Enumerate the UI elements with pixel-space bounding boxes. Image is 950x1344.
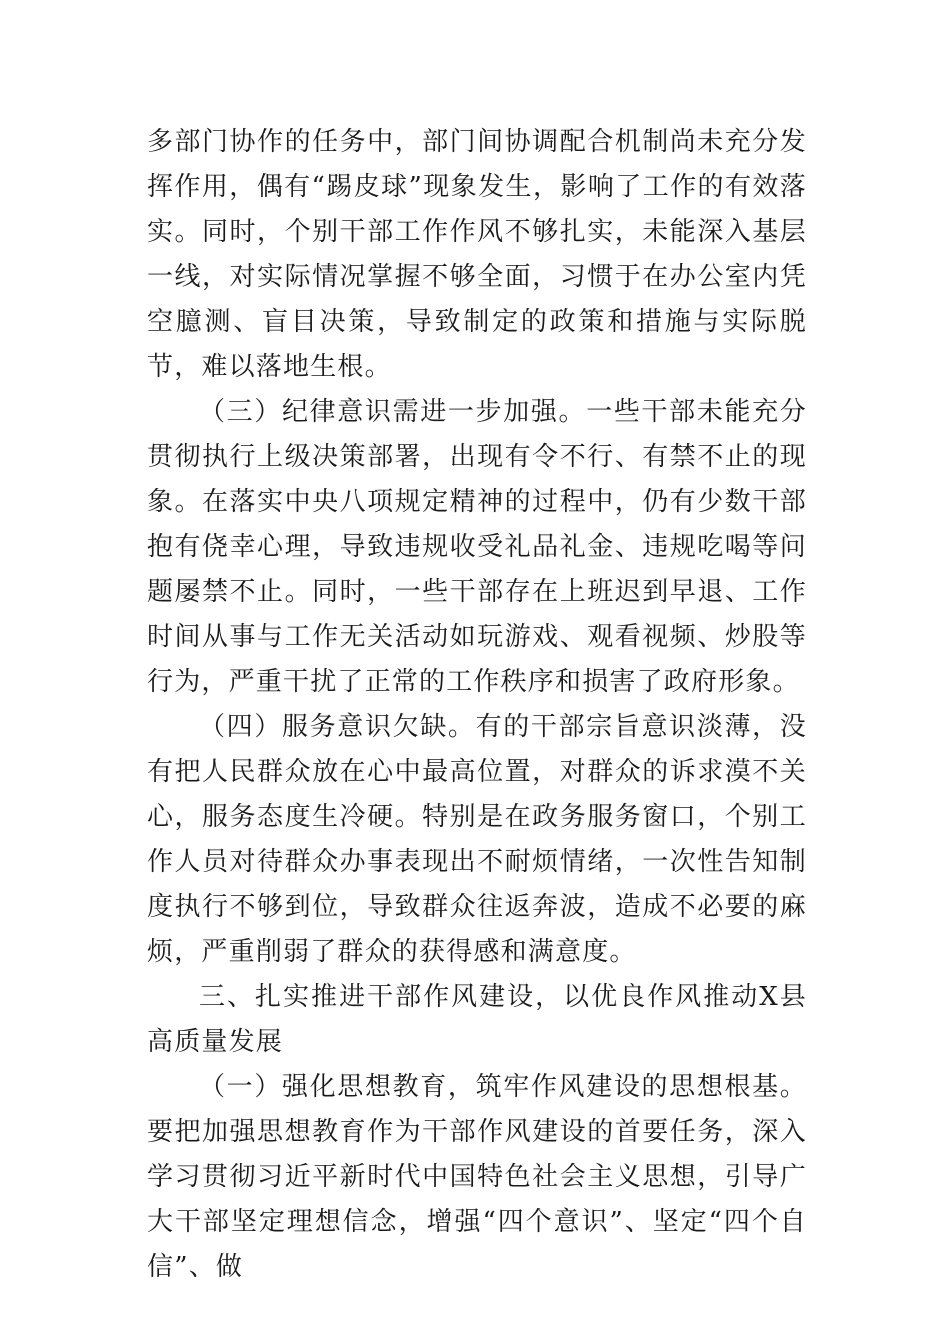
paragraph-continued: 多部门协作的任务中，部门间协调配合机制尚未充分发挥作用，偶有“踢皮球”现象发生，影响了工作的有效落实。同时，个别干部工作作风不够扎实，未能深入基层一线，对实际情况掌握不够全面，习惯于在办公室内凭空臆测、盲目决策，导致制定的政策和措施与实际脱节，难以落地生根。 — [147, 127, 807, 382]
paragraph-service-awareness: （四）服务意识欠缺。有的干部宗旨意识淡薄，没有把人民群众放在心中最高位置，对群众的诉求漠不关心，服务态度生冷硬。特别是在政务服务窗口，个别工作人员对待群众办事表现出不耐烦情绪，一次性告知制度执行不够到位，导致群众往返奔波，造成不必要的麻烦，严重削弱了群众的获得感和满意度。 — [147, 712, 807, 967]
document-body — [147, 120, 807, 1290]
paragraph-discipline-awareness: （三）纪律意识需进一步加强。一些干部未能充分贯彻执行上级决策部署，出现有令不行、有禁不止的现象。在落实中央八项规定精神的过程中，仍有少数干部抱有侥幸心理，导致违规收受礼品礼金、违规吃喝等问题屡禁不止。同时，一些干部存在上班迟到早退、工作时间从事与工作无关活动如玩游戏、观看视频、炒股等行为，严重干扰了正常的工作秩序和损害了政府形象。 — [147, 397, 807, 697]
paragraph-ideological-education: （一）强化思想教育，筑牢作风建设的思想根基。要把加强思想教育作为干部作风建设的首要任务，深入学习贯彻习近平新时代中国特色社会主义思想，引导广大干部坚定理想信念，增强“四个意识”、坚定“四个自信”、做 — [147, 1072, 807, 1282]
section-heading-three: 三、扎实推进干部作风建设，以优良作风推动X县高质量发展 — [147, 982, 807, 1057]
